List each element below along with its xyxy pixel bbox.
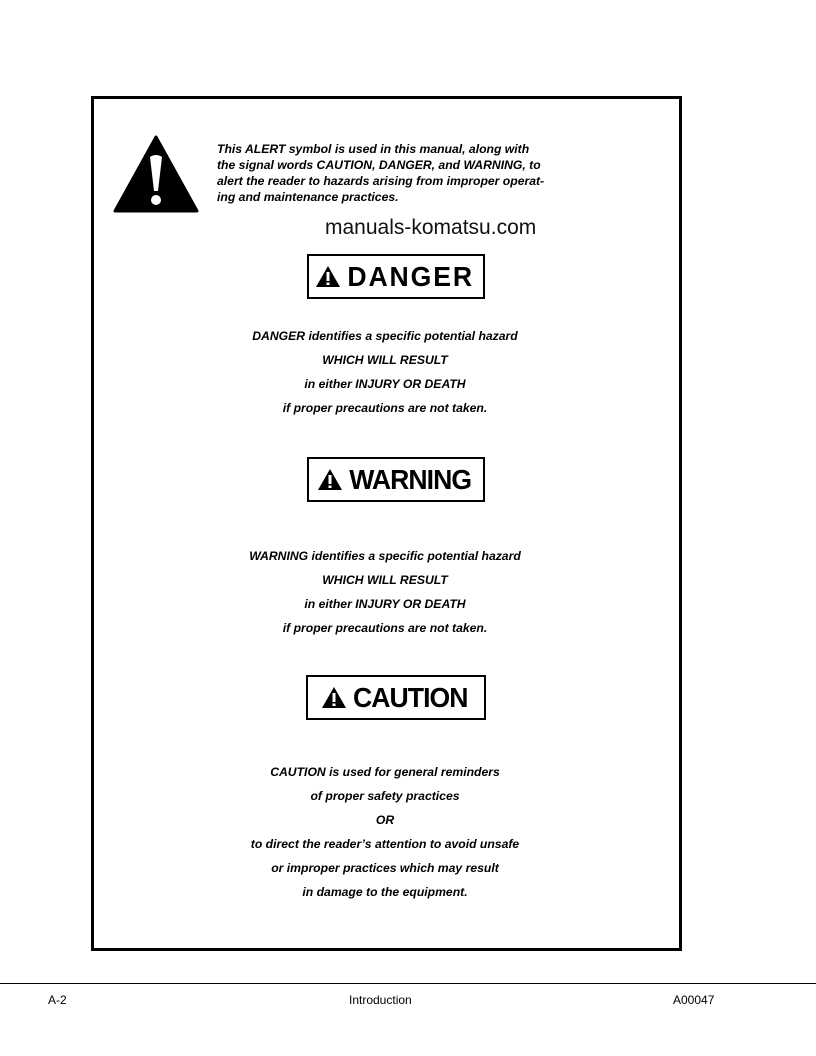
alert-intro-text (217, 141, 597, 205)
desc-line: OR (375, 813, 395, 827)
section-title: Introduction (349, 993, 412, 1007)
desc-line: if proper precautions are not taken. (282, 621, 488, 635)
desc-line: WHICH WILL RESULT (322, 573, 448, 587)
desc-line: to direct the reader’s attention to avoid unsafe (250, 837, 520, 851)
desc-line: WARNING identifies a specific potential hazard (249, 549, 521, 563)
page-number: A-2 (48, 993, 67, 1007)
intro-line: the signal words CAUTION, DANGER, and WARNING, to (217, 158, 541, 172)
desc-line: DANGER identifies a specific potential hazard (252, 329, 518, 343)
desc-line: or improper practices which may result (271, 861, 499, 875)
intro-line: ing and maintenance practices. (217, 190, 399, 204)
warning-sign (307, 457, 485, 502)
warning-label: WARNING (349, 463, 472, 495)
desc-line: in damage to the equipment. (302, 885, 468, 899)
desc-line: WHICH WILL RESULT (322, 353, 448, 367)
desc-line: of proper safety practices (310, 789, 460, 803)
caution-description (185, 760, 585, 904)
document-code: A00047 (673, 993, 715, 1007)
warning-description (185, 544, 585, 640)
danger-sign (307, 254, 485, 299)
desc-line: if proper precautions are not taken. (282, 401, 488, 415)
intro-line: alert the reader to hazards arising from improper operat- (217, 174, 545, 188)
desc-line: in either INJURY OR DEATH (304, 597, 466, 611)
desc-line: CAUTION is used for general reminders (270, 765, 500, 779)
intro-line: This ALERT symbol is used in this manual, along with (217, 142, 530, 156)
desc-line: in either INJURY OR DEATH (304, 377, 466, 391)
watermark: manuals-komatsu.com (325, 216, 537, 239)
warning-triangle-icon (321, 686, 347, 709)
danger-description (185, 324, 585, 420)
alert-triangle-icon (113, 135, 199, 213)
warning-triangle-icon (317, 468, 343, 491)
warning-triangle-icon (315, 265, 341, 288)
caution-label: CAUTION (353, 681, 468, 713)
caution-sign (306, 675, 486, 720)
footer-rule (0, 983, 816, 984)
danger-label: DANGER (347, 260, 474, 292)
